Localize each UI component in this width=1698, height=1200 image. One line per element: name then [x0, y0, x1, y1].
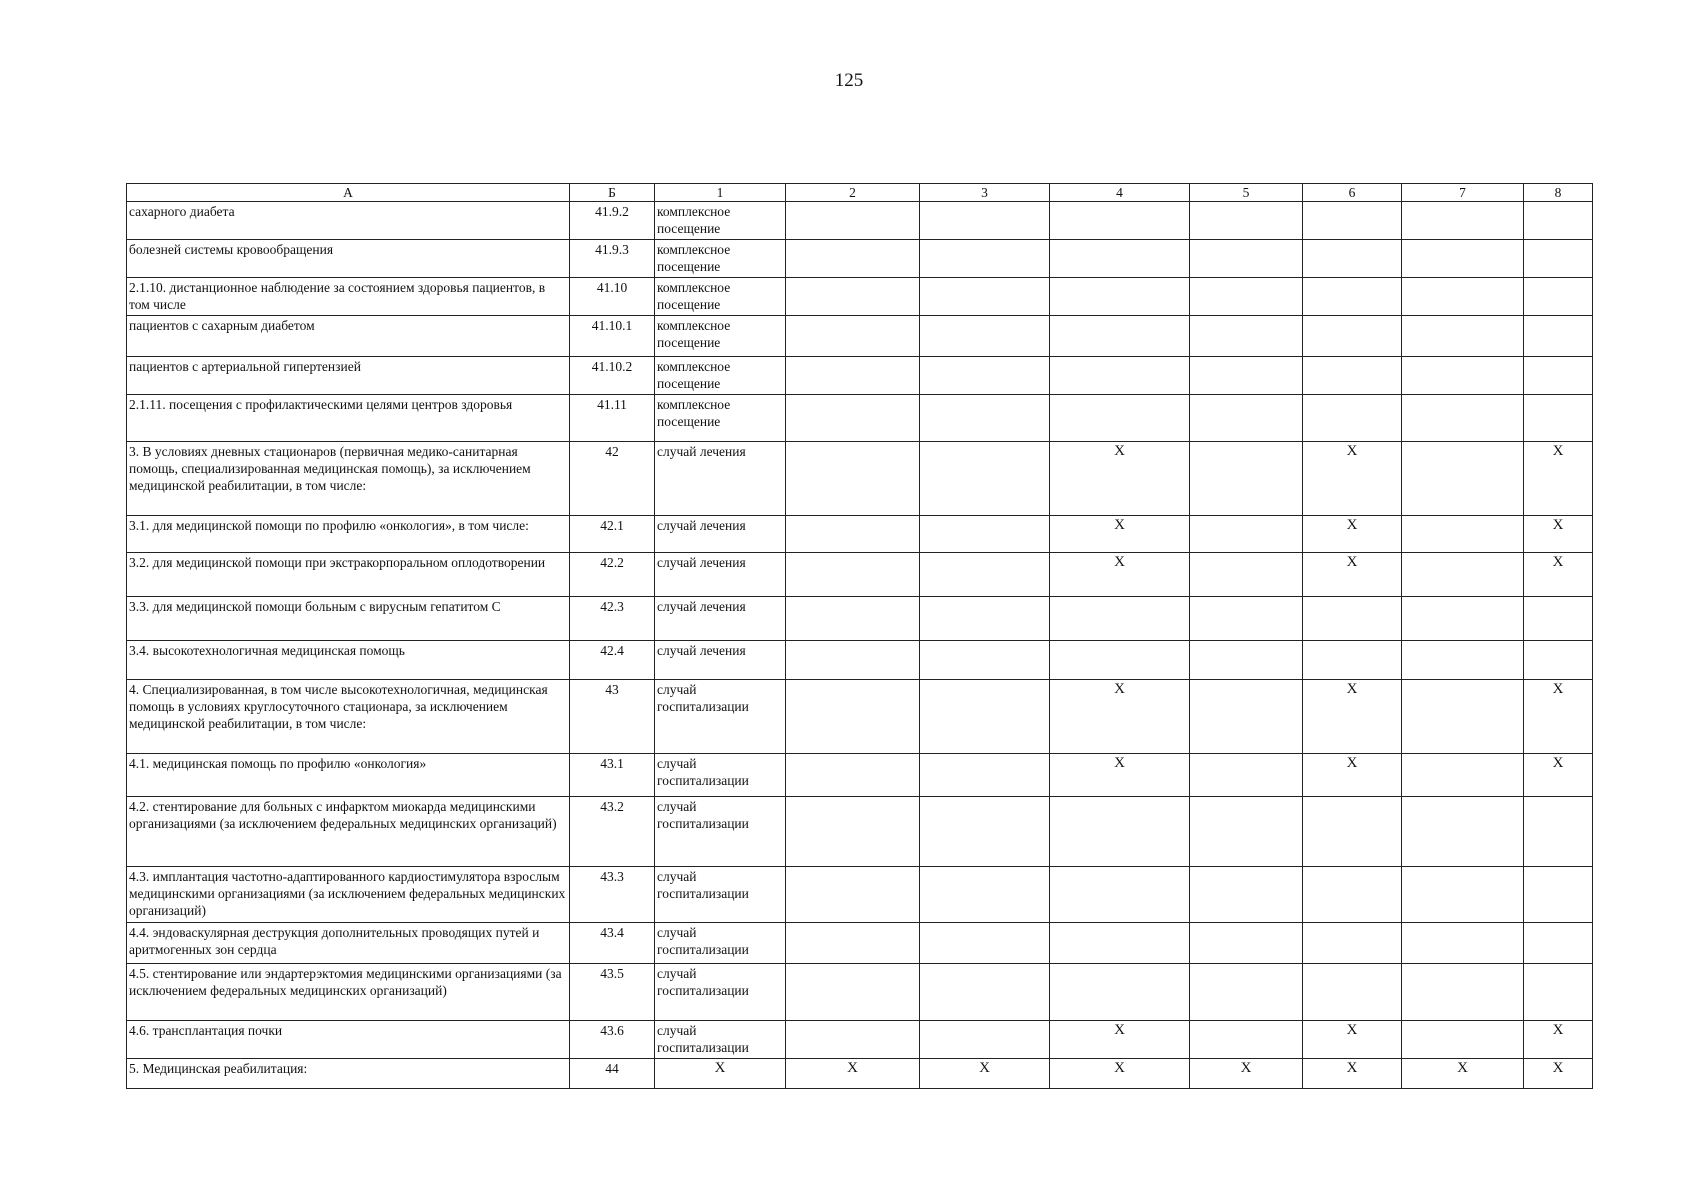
row-code-cell: 41.10.2: [570, 357, 655, 395]
row-name-cell: 4. Специализированная, в том числе высокотехнологичная, медицинская помощь в условиях круглосуточного стационара, за исключением медицинской реабилитации, в том числе:: [127, 680, 570, 754]
value-cell-col-5: [1190, 278, 1303, 316]
value-cell-col-2: [786, 964, 920, 1021]
value-cell-col-5: [1190, 797, 1303, 867]
table-row: [127, 202, 1593, 240]
value-cell-col-2: [786, 278, 920, 316]
value-cell-col-2: [786, 442, 920, 516]
value-cell-col-4: Х: [1050, 754, 1190, 797]
row-name-cell: 2.1.10. дистанционное наблюдение за состоянием здоровья пациентов, в том числе: [127, 278, 570, 316]
value-cell-col-8: [1524, 597, 1593, 641]
value-cell-col-7: [1402, 202, 1524, 240]
row-name-cell: 4.4. эндоваскулярная деструкция дополнительных проводящих путей и аритмогенных зон сердца: [127, 923, 570, 964]
header-cell: Б: [570, 184, 655, 202]
table-row: [127, 641, 1593, 680]
value-cell-col-5: [1190, 316, 1303, 357]
value-cell-col-3: [920, 680, 1050, 754]
row-code-cell: 41.10: [570, 278, 655, 316]
header-cell: 6: [1303, 184, 1402, 202]
value-cell-col-7: [1402, 395, 1524, 442]
value-cell-col-6: [1303, 278, 1402, 316]
value-cell-col-8: [1524, 357, 1593, 395]
table-row: [127, 867, 1593, 923]
table-header-row: [127, 184, 1593, 202]
row-code-cell: 42.2: [570, 553, 655, 597]
header-cell: 1: [655, 184, 786, 202]
value-cell-col-3: [920, 964, 1050, 1021]
value-cell-col-7: [1402, 964, 1524, 1021]
row-name-cell: 5. Медицинская реабилитация:: [127, 1059, 570, 1089]
value-cell-col-3: [920, 202, 1050, 240]
value-cell-col-8: [1524, 395, 1593, 442]
value-cell-col-7: [1402, 923, 1524, 964]
row-unit-cell: случай госпитализации: [655, 754, 786, 797]
row-code-cell: 42.3: [570, 597, 655, 641]
value-cell-col-7: [1402, 680, 1524, 754]
row-name-cell: пациентов с артериальной гипертензией: [127, 357, 570, 395]
value-cell-col-7: Х: [1402, 1059, 1524, 1089]
value-cell-col-7: [1402, 867, 1524, 923]
row-name-cell: сахарного диабета: [127, 202, 570, 240]
row-unit-cell: комплексное посещение: [655, 357, 786, 395]
value-cell-col-6: [1303, 641, 1402, 680]
row-unit-cell: случай госпитализации: [655, 964, 786, 1021]
value-cell-col-2: [786, 240, 920, 278]
table-row: [127, 278, 1593, 316]
value-cell-col-4: Х: [1050, 680, 1190, 754]
value-cell-col-5: [1190, 357, 1303, 395]
value-cell-col-3: [920, 797, 1050, 867]
value-cell-col-6: [1303, 923, 1402, 964]
row-code-cell: 43: [570, 680, 655, 754]
value-cell-col-7: [1402, 1021, 1524, 1059]
value-cell-col-4: [1050, 316, 1190, 357]
value-cell-col-4: Х: [1050, 1021, 1190, 1059]
value-cell-col-7: [1402, 797, 1524, 867]
value-cell-col-4: [1050, 240, 1190, 278]
value-cell-col-8: Х: [1524, 1021, 1593, 1059]
value-cell-col-6: Х: [1303, 442, 1402, 516]
row-name-cell: пациентов с сахарным диабетом: [127, 316, 570, 357]
header-cell: 3: [920, 184, 1050, 202]
row-name-cell: 4.3. имплантация частотно-адаптированного кардиостимулятора взрослым медицинскими организациями (за исключением федеральных медицинских организаций): [127, 867, 570, 923]
value-cell-col-6: [1303, 240, 1402, 278]
row-unit-cell: случай лечения: [655, 641, 786, 680]
value-cell-col-7: [1402, 641, 1524, 680]
row-unit-cell: Х: [655, 1059, 786, 1089]
table-row: [127, 442, 1593, 516]
value-cell-col-5: [1190, 202, 1303, 240]
row-name-cell: 4.5. стентирование или эндартерэктомия медицинскими организациями (за исключением федеральных медицинских организаций): [127, 964, 570, 1021]
value-cell-col-8: [1524, 240, 1593, 278]
row-code-cell: 41.9.2: [570, 202, 655, 240]
value-cell-col-8: [1524, 964, 1593, 1021]
value-cell-col-7: [1402, 357, 1524, 395]
value-cell-col-4: [1050, 964, 1190, 1021]
value-cell-col-6: [1303, 357, 1402, 395]
value-cell-col-5: [1190, 516, 1303, 553]
value-cell-col-6: [1303, 867, 1402, 923]
value-cell-col-7: [1402, 278, 1524, 316]
value-cell-col-4: [1050, 278, 1190, 316]
header-cell: 5: [1190, 184, 1303, 202]
row-code-cell: 43.2: [570, 797, 655, 867]
value-cell-col-4: Х: [1050, 442, 1190, 516]
row-code-cell: 43.4: [570, 923, 655, 964]
value-cell-col-3: [920, 597, 1050, 641]
value-cell-col-4: Х: [1050, 1059, 1190, 1089]
value-cell-col-7: [1402, 240, 1524, 278]
value-cell-col-5: [1190, 597, 1303, 641]
value-cell-col-5: [1190, 395, 1303, 442]
value-cell-col-3: [920, 316, 1050, 357]
row-name-cell: болезней системы кровообращения: [127, 240, 570, 278]
value-cell-col-4: [1050, 867, 1190, 923]
value-cell-col-3: [920, 278, 1050, 316]
table-row: [127, 680, 1593, 754]
header-cell: 8: [1524, 184, 1593, 202]
value-cell-col-7: [1402, 316, 1524, 357]
value-cell-col-2: [786, 641, 920, 680]
value-cell-col-2: [786, 516, 920, 553]
value-cell-col-4: [1050, 202, 1190, 240]
row-name-cell: 4.1. медицинская помощь по профилю «онкология»: [127, 754, 570, 797]
row-name-cell: 4.2. стентирование для больных с инфарктом миокарда медицинскими организациями (за исключением федеральных медицинских организаций): [127, 797, 570, 867]
value-cell-col-4: [1050, 923, 1190, 964]
row-name-cell: 3.3. для медицинской помощи больным с вирусным гепатитом С: [127, 597, 570, 641]
row-unit-cell: комплексное посещение: [655, 202, 786, 240]
value-cell-col-8: Х: [1524, 442, 1593, 516]
value-cell-col-8: Х: [1524, 553, 1593, 597]
value-cell-col-8: [1524, 797, 1593, 867]
value-cell-col-8: [1524, 641, 1593, 680]
table-row: [127, 597, 1593, 641]
value-cell-col-5: [1190, 680, 1303, 754]
row-name-cell: 2.1.11. посещения с профилактическими целями центров здоровья: [127, 395, 570, 442]
value-cell-col-8: [1524, 278, 1593, 316]
table-row: [127, 1021, 1593, 1059]
header-cell: 4: [1050, 184, 1190, 202]
row-code-cell: 42.1: [570, 516, 655, 553]
value-cell-col-2: Х: [786, 1059, 920, 1089]
value-cell-col-8: [1524, 202, 1593, 240]
value-cell-col-5: [1190, 1021, 1303, 1059]
value-cell-col-6: [1303, 797, 1402, 867]
value-cell-col-4: [1050, 797, 1190, 867]
value-cell-col-6: Х: [1303, 1021, 1402, 1059]
value-cell-col-2: [786, 1021, 920, 1059]
value-cell-col-6: Х: [1303, 680, 1402, 754]
table-row: [127, 357, 1593, 395]
value-cell-col-5: [1190, 442, 1303, 516]
header-cell: А: [127, 184, 570, 202]
value-cell-col-3: [920, 923, 1050, 964]
value-cell-col-5: [1190, 867, 1303, 923]
row-name-cell: 3.1. для медицинской помощи по профилю «онкология», в том числе:: [127, 516, 570, 553]
table-row: [127, 797, 1593, 867]
row-unit-cell: случай госпитализации: [655, 923, 786, 964]
value-cell-col-2: [786, 395, 920, 442]
value-cell-col-5: Х: [1190, 1059, 1303, 1089]
row-name-cell: 4.6. трансплантация почки: [127, 1021, 570, 1059]
value-cell-col-8: Х: [1524, 516, 1593, 553]
value-cell-col-5: [1190, 240, 1303, 278]
value-cell-col-5: [1190, 964, 1303, 1021]
value-cell-col-8: [1524, 867, 1593, 923]
row-code-cell: 44: [570, 1059, 655, 1089]
value-cell-col-3: [920, 240, 1050, 278]
row-code-cell: 43.1: [570, 754, 655, 797]
value-cell-col-7: [1402, 516, 1524, 553]
table-row: [127, 1059, 1593, 1089]
row-unit-cell: комплексное посещение: [655, 316, 786, 357]
value-cell-col-2: [786, 680, 920, 754]
row-unit-cell: случай госпитализации: [655, 1021, 786, 1059]
value-cell-col-3: [920, 516, 1050, 553]
value-cell-col-3: [920, 1021, 1050, 1059]
value-cell-col-7: [1402, 442, 1524, 516]
value-cell-col-2: [786, 923, 920, 964]
value-cell-col-2: [786, 797, 920, 867]
row-unit-cell: комплексное посещение: [655, 240, 786, 278]
row-code-cell: 41.10.1: [570, 316, 655, 357]
row-unit-cell: случай лечения: [655, 597, 786, 641]
value-cell-col-8: Х: [1524, 754, 1593, 797]
report-table: [126, 183, 1593, 1089]
value-cell-col-4: [1050, 357, 1190, 395]
row-unit-cell: случай лечения: [655, 516, 786, 553]
table-row: [127, 923, 1593, 964]
value-cell-col-4: [1050, 641, 1190, 680]
row-name-cell: 3.4. высокотехнологичная медицинская помощь: [127, 641, 570, 680]
row-name-cell: 3.2. для медицинской помощи при экстракорпоральном оплодотворении: [127, 553, 570, 597]
header-cell: 2: [786, 184, 920, 202]
value-cell-col-4: [1050, 597, 1190, 641]
value-cell-col-4: Х: [1050, 516, 1190, 553]
value-cell-col-3: [920, 395, 1050, 442]
value-cell-col-2: [786, 867, 920, 923]
row-name-cell: 3. В условиях дневных стационаров (первичная медико-санитарная помощь, специализированная медицинская помощь), за исключением медицинской реабилитации, в том числе:: [127, 442, 570, 516]
row-unit-cell: случай лечения: [655, 553, 786, 597]
row-unit-cell: комплексное посещение: [655, 278, 786, 316]
value-cell-col-6: [1303, 964, 1402, 1021]
value-cell-col-2: [786, 202, 920, 240]
value-cell-col-6: Х: [1303, 1059, 1402, 1089]
table-row: [127, 754, 1593, 797]
value-cell-col-6: Х: [1303, 754, 1402, 797]
value-cell-col-5: [1190, 553, 1303, 597]
table-row: [127, 240, 1593, 278]
value-cell-col-2: [786, 316, 920, 357]
value-cell-col-6: Х: [1303, 553, 1402, 597]
table-body: [127, 202, 1593, 1089]
value-cell-col-6: [1303, 395, 1402, 442]
value-cell-col-5: [1190, 754, 1303, 797]
value-cell-col-4: Х: [1050, 553, 1190, 597]
table-row: [127, 553, 1593, 597]
value-cell-col-6: Х: [1303, 516, 1402, 553]
header-cell: 7: [1402, 184, 1524, 202]
value-cell-col-8: [1524, 316, 1593, 357]
value-cell-col-3: [920, 641, 1050, 680]
row-unit-cell: случай госпитализации: [655, 797, 786, 867]
row-code-cell: 43.5: [570, 964, 655, 1021]
value-cell-col-4: [1050, 395, 1190, 442]
value-cell-col-8: Х: [1524, 1059, 1593, 1089]
row-unit-cell: случай госпитализации: [655, 680, 786, 754]
value-cell-col-8: Х: [1524, 680, 1593, 754]
page-number: 125: [834, 70, 864, 91]
row-unit-cell: комплексное посещение: [655, 395, 786, 442]
table-row: [127, 516, 1593, 553]
value-cell-col-5: [1190, 641, 1303, 680]
row-code-cell: 41.9.3: [570, 240, 655, 278]
value-cell-col-8: [1524, 923, 1593, 964]
row-code-cell: 43.3: [570, 867, 655, 923]
value-cell-col-7: [1402, 597, 1524, 641]
value-cell-col-2: [786, 357, 920, 395]
value-cell-col-7: [1402, 754, 1524, 797]
table-row: [127, 964, 1593, 1021]
table-row: [127, 395, 1593, 442]
value-cell-col-2: [786, 597, 920, 641]
value-cell-col-3: Х: [920, 1059, 1050, 1089]
value-cell-col-7: [1402, 553, 1524, 597]
table-row: [127, 316, 1593, 357]
value-cell-col-6: [1303, 597, 1402, 641]
value-cell-col-6: [1303, 316, 1402, 357]
value-cell-col-2: [786, 553, 920, 597]
value-cell-col-5: [1190, 923, 1303, 964]
value-cell-col-6: [1303, 202, 1402, 240]
row-unit-cell: случай госпитализации: [655, 867, 786, 923]
row-unit-cell: случай лечения: [655, 442, 786, 516]
row-code-cell: 41.11: [570, 395, 655, 442]
value-cell-col-2: [786, 754, 920, 797]
value-cell-col-3: [920, 754, 1050, 797]
value-cell-col-3: [920, 357, 1050, 395]
row-code-cell: 42: [570, 442, 655, 516]
row-code-cell: 42.4: [570, 641, 655, 680]
value-cell-col-3: [920, 442, 1050, 516]
value-cell-col-3: [920, 553, 1050, 597]
value-cell-col-3: [920, 867, 1050, 923]
row-code-cell: 43.6: [570, 1021, 655, 1059]
